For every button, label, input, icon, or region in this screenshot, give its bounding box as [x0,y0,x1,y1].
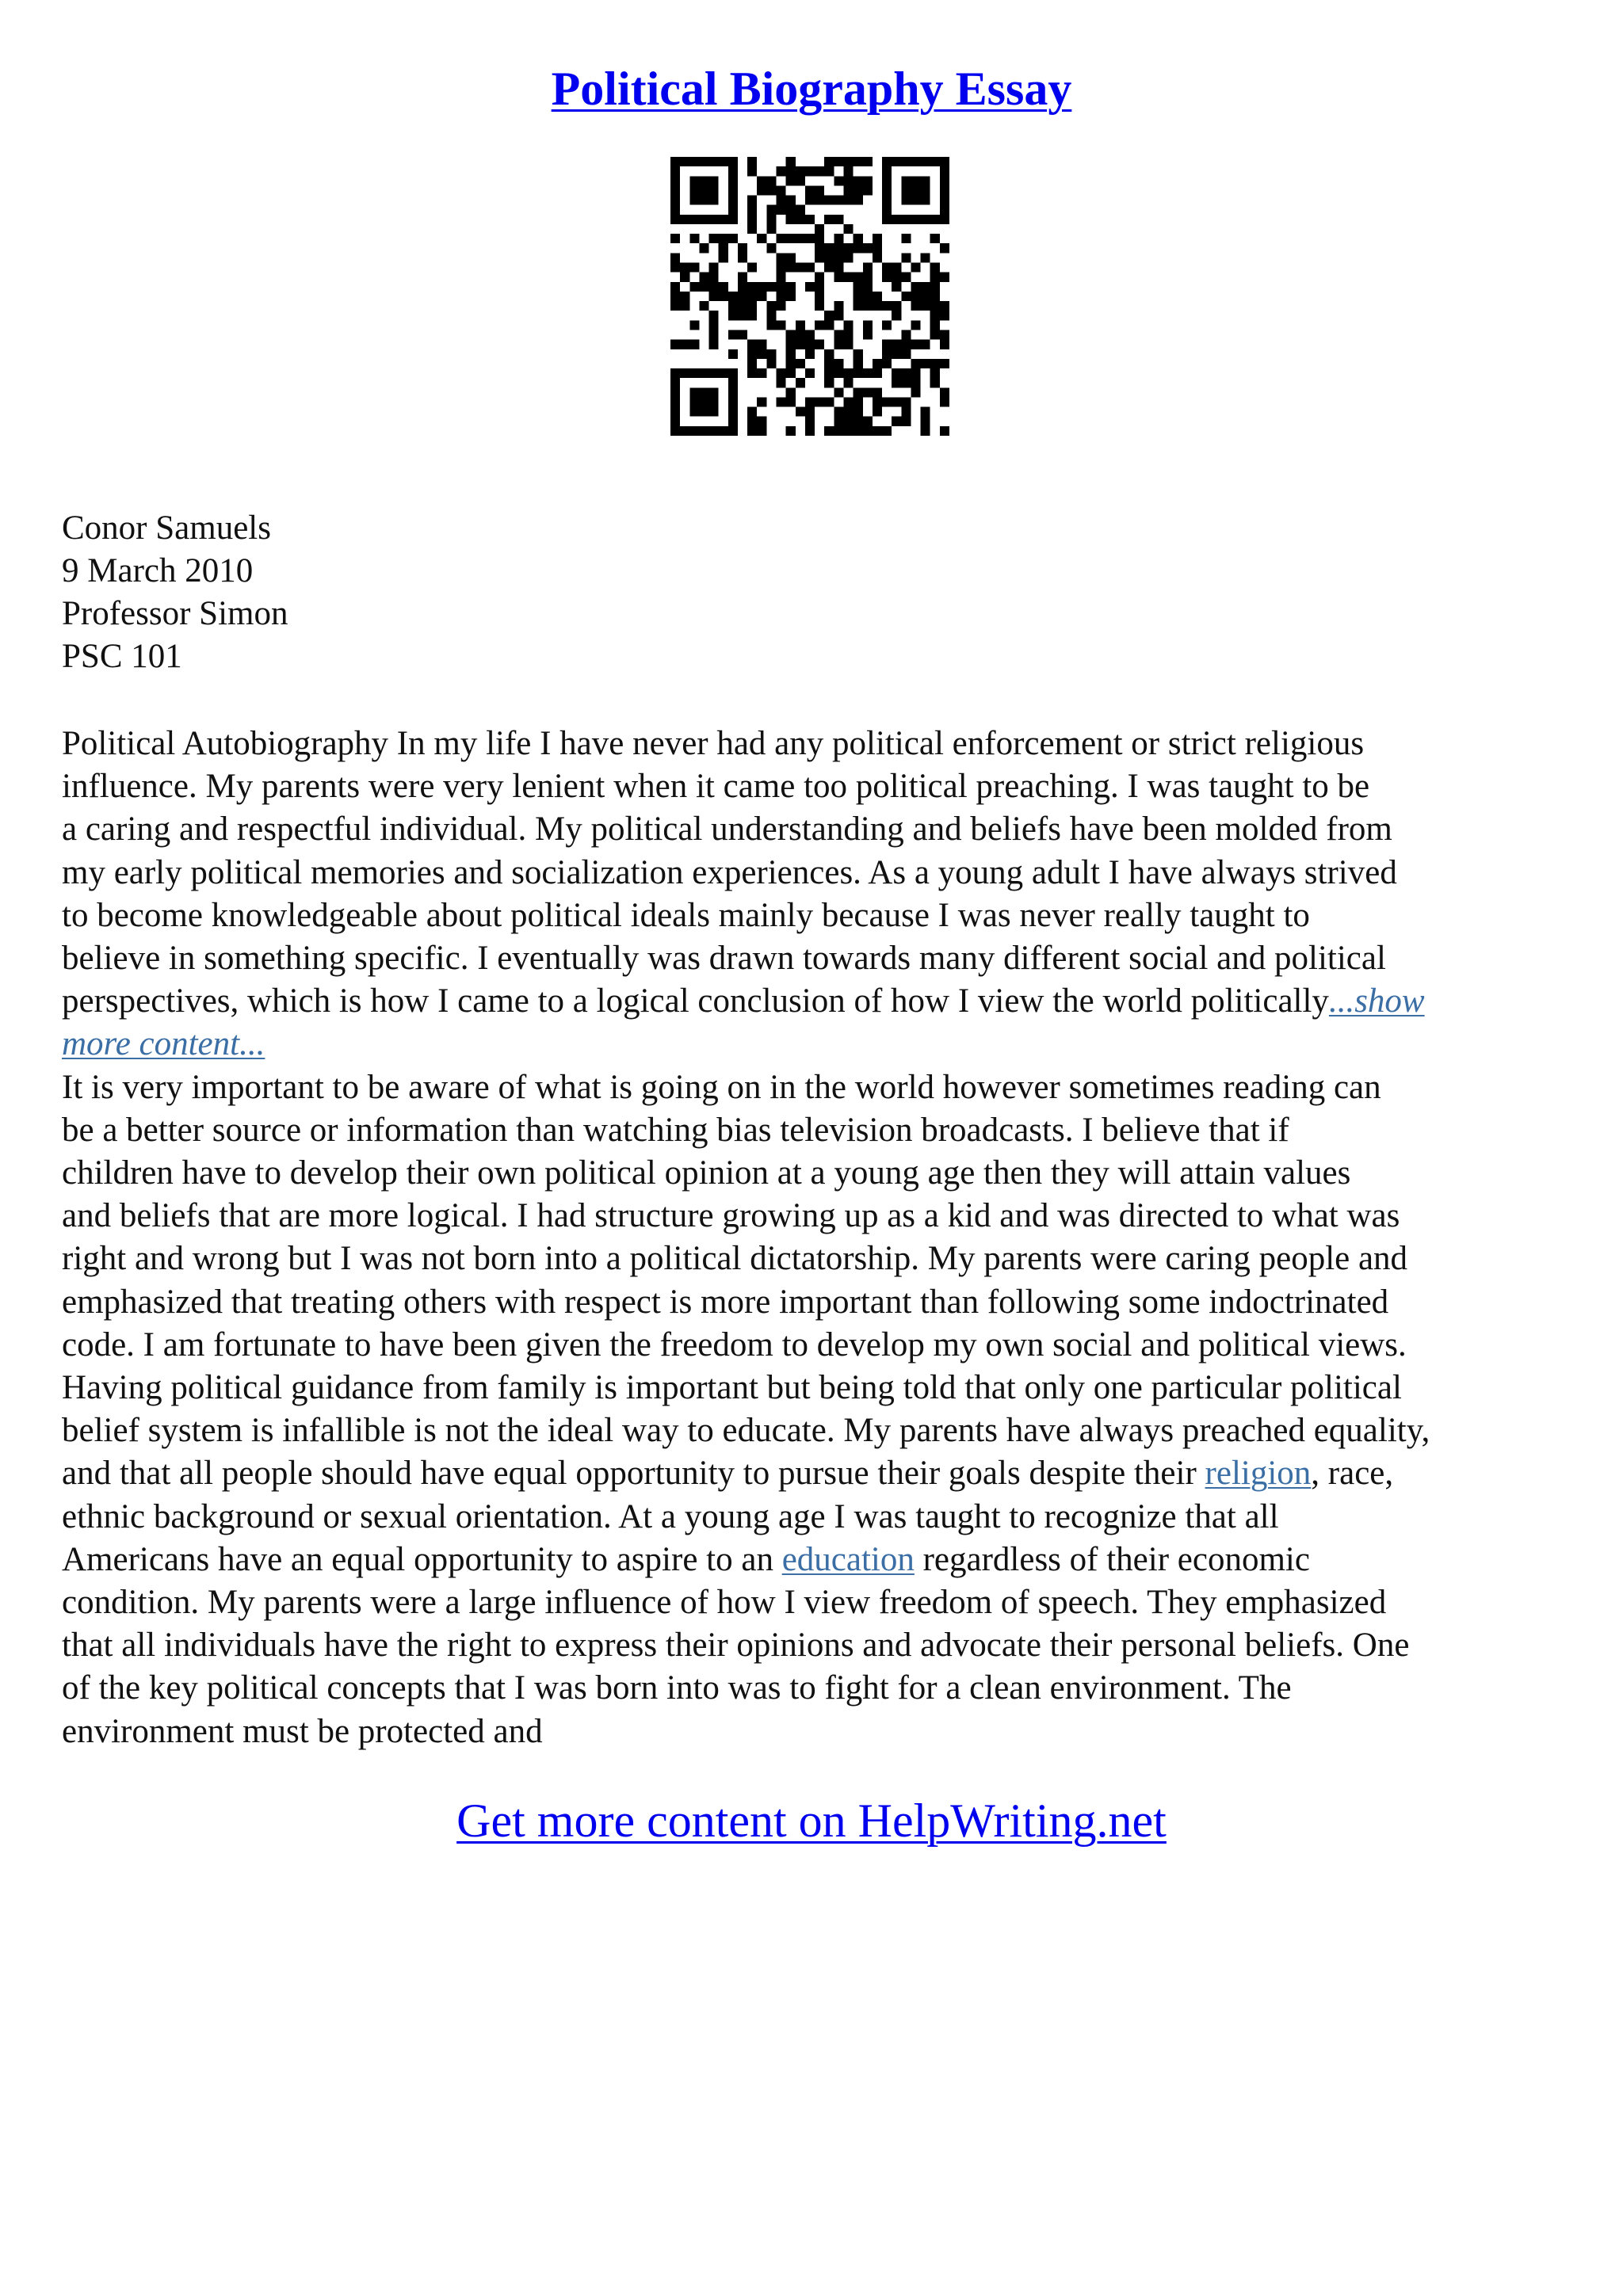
text-line: believe in something specific. I eventually was drawn towards many different social and political [62,940,1386,978]
text-line: condition. My parents were a large influence of how I view freedom of speech. They emphasized [62,1584,1387,1622]
text-line [62,1452,1568,1495]
text-line: that all individuals have the right to express their opinions and advocate their personal beliefs. One [62,1627,1410,1665]
show-more-link[interactable]: ...show [1328,982,1425,1020]
author-header [62,507,288,678]
helpwriting-link[interactable]: Get more content on HelpWriting.net [456,1794,1167,1847]
text-line: code. I am fortunate to have been given the freedom to develop my own social and political views. [62,1325,1407,1363]
text-segment: and that all people should have equal opportunity to pursue their goals despite their [62,1455,1205,1493]
text-line: influence. My parents were very lenient when it came too political preaching. I was taught to be [62,768,1370,806]
text-line: ethnic background or sexual orientation. At a young age I was taught to recognize that all [62,1497,1279,1535]
text-line: to become knowledgeable about political ideals mainly because I was never really taught to [62,896,1310,934]
course-code: PSC 101 [62,638,182,675]
text-line: right and wrong but I was not born into a political dictatorship. My parents were caring people and [62,1240,1408,1278]
essay-date: 9 March 2010 [62,552,254,589]
text-line: Having political guidance from family is important but being told that only one particular political [62,1369,1402,1407]
text-segment: perspectives, which is how I came to a logical conclusion of how I view the world politically [62,982,1329,1020]
text-line [62,980,1568,1023]
text-line: of the key political concepts that I was born into was to fight for a clean environment. The [62,1669,1292,1707]
text-line [62,1539,1568,1581]
professor-name: Professor Simon [62,595,288,632]
essay-body [62,723,1568,1753]
text-line: children have to develop their own political opinion at a young age then they will attain values [62,1154,1351,1192]
text-line: Political Autobiography In my life I have never had any political enforcement or strict religious [62,725,1365,762]
text-line: emphasized that treating others with respect is more important than following some indoctrinated [62,1283,1389,1321]
qr-code-icon [670,157,949,436]
religion-link[interactable]: religion [1205,1455,1312,1493]
education-link[interactable]: education [781,1540,915,1578]
footer [0,1789,1623,1852]
text-line: and beliefs that are more logical. I had structure growing up as a kid and was directed to what was [62,1197,1400,1235]
show-more-link-continued[interactable]: more content... [62,1025,265,1063]
text-segment: , race, [1311,1455,1394,1493]
text-line: a caring and respectful individual. My political understanding and beliefs have been molded from [62,810,1392,849]
text-segment: regardless of their economic [914,1540,1310,1578]
text-line: be a better source or information than watching bias television broadcasts. I believe that if [62,1111,1289,1149]
text-line [62,1023,1568,1066]
text-line: environment must be protected and [62,1712,543,1750]
text-segment: Americans have an equal opportunity to aspire to an [62,1540,782,1578]
author-name: Conor Samuels [62,509,271,547]
document-title [0,57,1623,120]
title-link[interactable]: Political Biography Essay [551,63,1072,115]
text-line: It is very important to be aware of what is going on in the world however sometimes reading can [62,1068,1381,1106]
text-line: my early political memories and socialization experiences. As a young adult I have always strived [62,853,1397,891]
text-line: belief system is infallible is not the ideal way to educate. My parents have always preached equality, [62,1412,1430,1450]
